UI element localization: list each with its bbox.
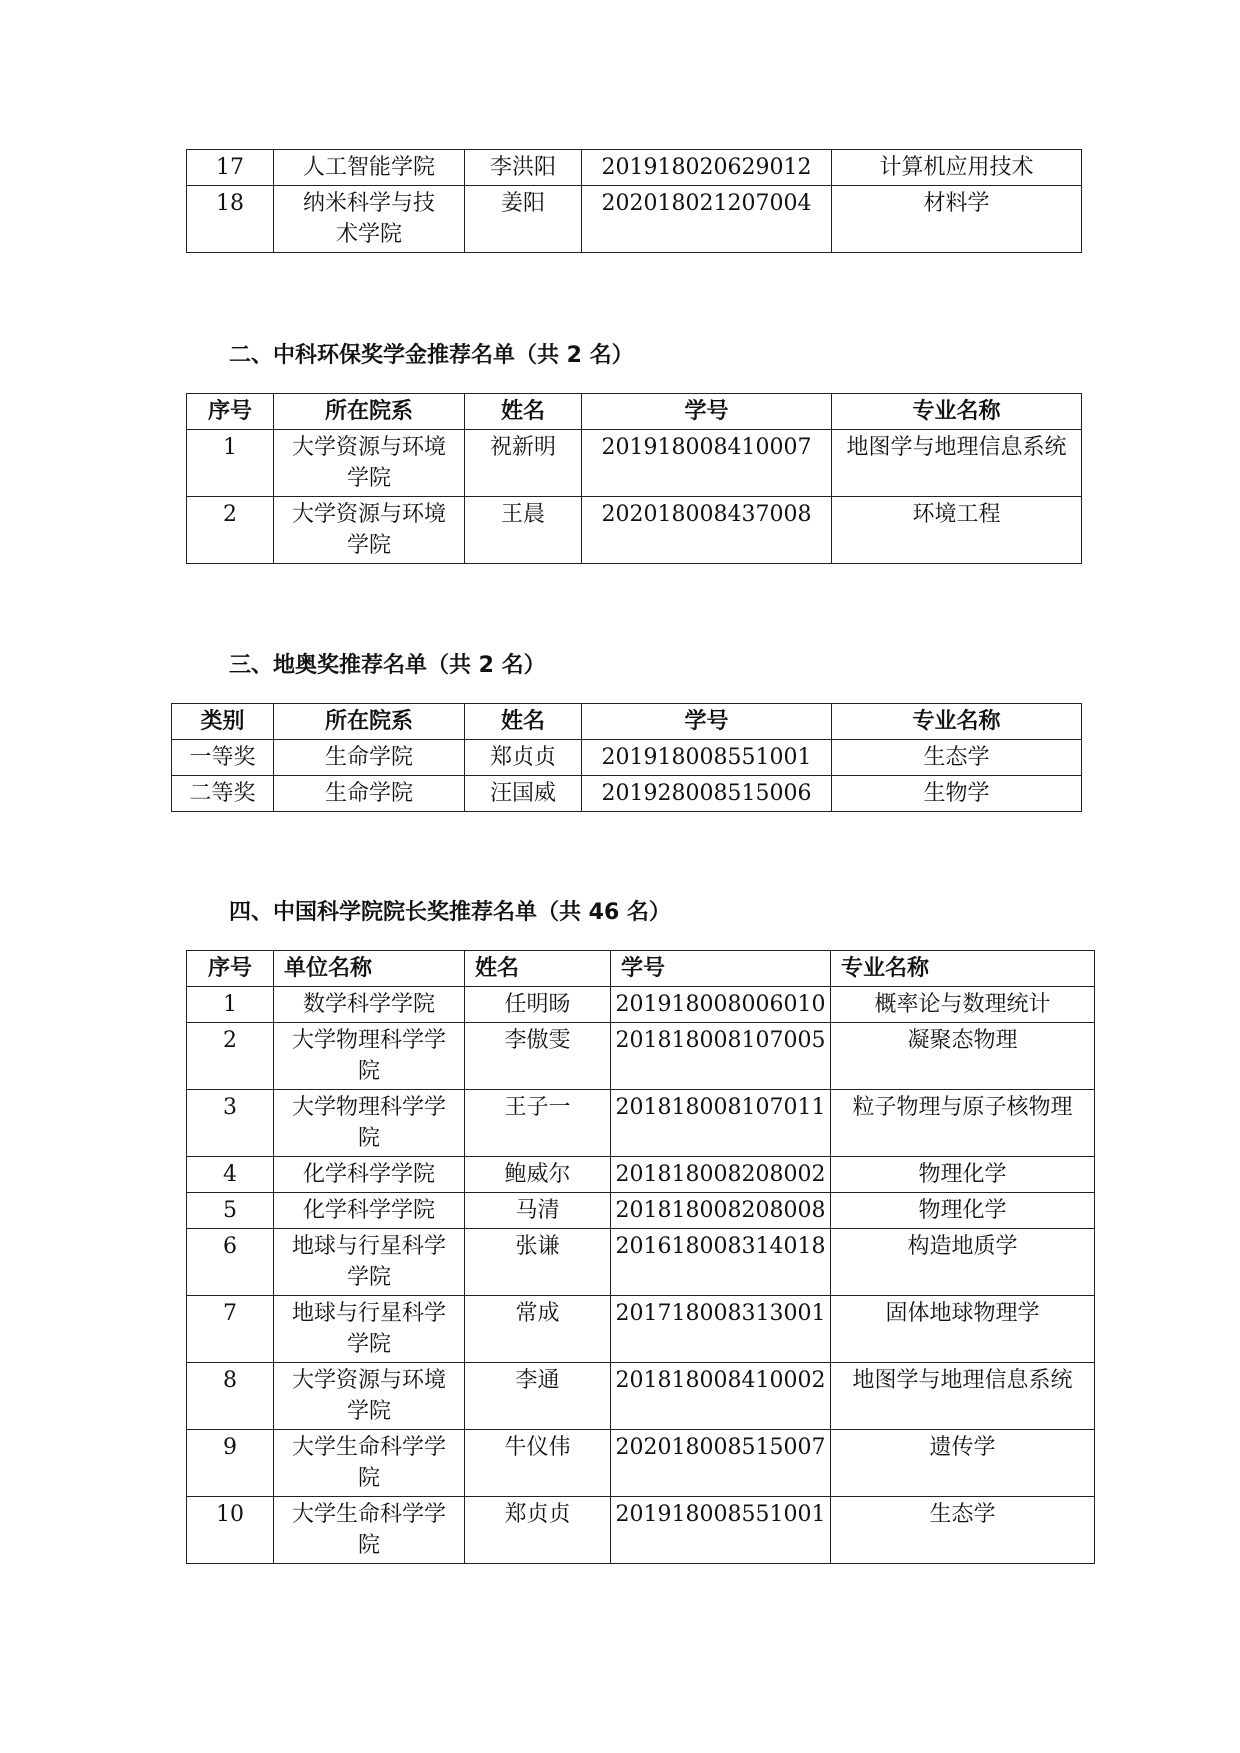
cell-unit: 地球与行星科学学院: [274, 1229, 465, 1296]
cell-id: 202018008515007: [611, 1430, 831, 1497]
cell-name: 姜阳: [465, 186, 582, 253]
table-row: [187, 1363, 1095, 1430]
cell-dept: 大学资源与环境学院: [274, 497, 465, 564]
cell-major: 构造地质学: [831, 1229, 1095, 1296]
cell-dept: 大学资源与环境学院: [274, 430, 465, 497]
table-header-row: [187, 951, 1095, 987]
cell-major: 物理化学: [831, 1157, 1095, 1193]
cell-id: 201718008313001: [611, 1296, 831, 1363]
cell-major: 概率论与数理统计: [831, 987, 1095, 1023]
cell-no: 3: [187, 1090, 274, 1157]
cell-no: 7: [187, 1296, 274, 1363]
header-id: 学号: [582, 394, 832, 430]
header-id: 学号: [611, 951, 831, 987]
cell-major: 固体地球物理学: [831, 1296, 1095, 1363]
header-id: 学号: [582, 704, 832, 740]
cell-unit: 大学资源与环境学院: [274, 1363, 465, 1430]
cell-major: 生态学: [832, 740, 1082, 776]
header-no: 序号: [187, 394, 274, 430]
cell-no: 18: [187, 186, 274, 253]
cell-no: 5: [187, 1193, 274, 1229]
table-section-2: [186, 393, 1082, 564]
table-row: [187, 430, 1082, 497]
cell-no: 1: [187, 987, 274, 1023]
cell-name: 鲍威尔: [465, 1157, 611, 1193]
cell-no: 6: [187, 1229, 274, 1296]
section-3-title: 三、地奥奖推荐名单（共 2 名）: [229, 653, 546, 678]
table-row: [187, 1497, 1095, 1564]
cell-no: 1: [187, 430, 274, 497]
cell-name: 马清: [465, 1193, 611, 1229]
cell-major: 粒子物理与原子核物理: [831, 1090, 1095, 1157]
cell-id: 201918008006010: [611, 987, 831, 1023]
table-section-4: [186, 950, 1095, 1564]
header-dept: 所在院系: [274, 394, 465, 430]
table-row: [187, 1157, 1095, 1193]
table-header-row: [187, 394, 1082, 430]
table-row: [187, 150, 1082, 186]
cell-id: 201918008551001: [611, 1497, 831, 1564]
cell-name: 张谦: [465, 1229, 611, 1296]
cell-major: 计算机应用技术: [832, 150, 1082, 186]
cell-category: 二等奖: [172, 776, 274, 812]
cell-name: 郑贞贞: [465, 740, 582, 776]
table-header-row: [172, 704, 1082, 740]
section-4-title: 四、中国科学院院长奖推荐名单（共 46 名）: [229, 900, 671, 925]
header-major: 专业名称: [832, 394, 1082, 430]
cell-id: 202018021207004: [582, 186, 832, 253]
cell-dept: 人工智能学院: [274, 150, 465, 186]
table-row: [187, 987, 1095, 1023]
table-section-3: [171, 703, 1082, 812]
header-unit: 单位名称: [274, 951, 465, 987]
cell-major: 生物学: [832, 776, 1082, 812]
section-2-title: 二、中科环保奖学金推荐名单（共 2 名）: [229, 343, 634, 368]
table-row: [187, 1193, 1095, 1229]
header-no: 序号: [187, 951, 274, 987]
cell-no: 2: [187, 1023, 274, 1090]
table-row: [172, 740, 1082, 776]
cell-id: 201918020629012: [582, 150, 832, 186]
cell-no: 10: [187, 1497, 274, 1564]
cell-id: 201918008410007: [582, 430, 832, 497]
cell-major: 环境工程: [832, 497, 1082, 564]
header-name: 姓名: [465, 951, 611, 987]
cell-unit: 大学生命科学学院: [274, 1497, 465, 1564]
cell-dept: 纳米科学与技术学院: [274, 186, 465, 253]
cell-major: 地图学与地理信息系统: [831, 1363, 1095, 1430]
cell-unit: 数学科学学院: [274, 987, 465, 1023]
table-row: [187, 1430, 1095, 1497]
cell-name: 郑贞贞: [465, 1497, 611, 1564]
header-category: 类别: [172, 704, 274, 740]
cell-name: 李通: [465, 1363, 611, 1430]
cell-id: 201818008107005: [611, 1023, 831, 1090]
cell-id: 201918008551001: [582, 740, 832, 776]
cell-major: 地图学与地理信息系统: [832, 430, 1082, 497]
cell-major: 遗传学: [831, 1430, 1095, 1497]
cell-no: 17: [187, 150, 274, 186]
cell-unit: 大学物理科学学院: [274, 1090, 465, 1157]
cell-unit: 大学物理科学学院: [274, 1023, 465, 1090]
cell-major: 生态学: [831, 1497, 1095, 1564]
cell-name: 牛仪伟: [465, 1430, 611, 1497]
header-name: 姓名: [465, 394, 582, 430]
cell-id: 201818008107011: [611, 1090, 831, 1157]
cell-unit: 地球与行星科学学院: [274, 1296, 465, 1363]
table-row: [187, 1229, 1095, 1296]
cell-unit: 化学科学学院: [274, 1193, 465, 1229]
cell-id: 201818008208002: [611, 1157, 831, 1193]
table-row: [187, 1090, 1095, 1157]
cell-major: 材料学: [832, 186, 1082, 253]
table-row: [187, 186, 1082, 253]
cell-name: 常成: [465, 1296, 611, 1363]
cell-major: 凝聚态物理: [831, 1023, 1095, 1090]
cell-name: 汪国威: [465, 776, 582, 812]
cell-id: 201818008410002: [611, 1363, 831, 1430]
cell-name: 王子一: [465, 1090, 611, 1157]
cell-name: 李洪阳: [465, 150, 582, 186]
cell-category: 一等奖: [172, 740, 274, 776]
cell-name: 王晨: [465, 497, 582, 564]
cell-id: 202018008437008: [582, 497, 832, 564]
cell-major: 物理化学: [831, 1193, 1095, 1229]
cell-name: 任明旸: [465, 987, 611, 1023]
header-major: 专业名称: [831, 951, 1095, 987]
cell-unit: 大学生命科学学院: [274, 1430, 465, 1497]
header-dept: 所在院系: [274, 704, 465, 740]
table-row: [187, 1023, 1095, 1090]
cell-no: 2: [187, 497, 274, 564]
cell-id: 201618008314018: [611, 1229, 831, 1296]
cell-no: 9: [187, 1430, 274, 1497]
header-name: 姓名: [465, 704, 582, 740]
cell-dept: 生命学院: [274, 740, 465, 776]
cell-id: 201818008208008: [611, 1193, 831, 1229]
table-row: [187, 497, 1082, 564]
table-row: [187, 1296, 1095, 1363]
table-continuation: [186, 149, 1082, 253]
cell-dept: 生命学院: [274, 776, 465, 812]
cell-name: 李傲雯: [465, 1023, 611, 1090]
cell-no: 8: [187, 1363, 274, 1430]
cell-no: 4: [187, 1157, 274, 1193]
header-major: 专业名称: [832, 704, 1082, 740]
cell-id: 201928008515006: [582, 776, 832, 812]
cell-name: 祝新明: [465, 430, 582, 497]
cell-unit: 化学科学学院: [274, 1157, 465, 1193]
table-row: [172, 776, 1082, 812]
